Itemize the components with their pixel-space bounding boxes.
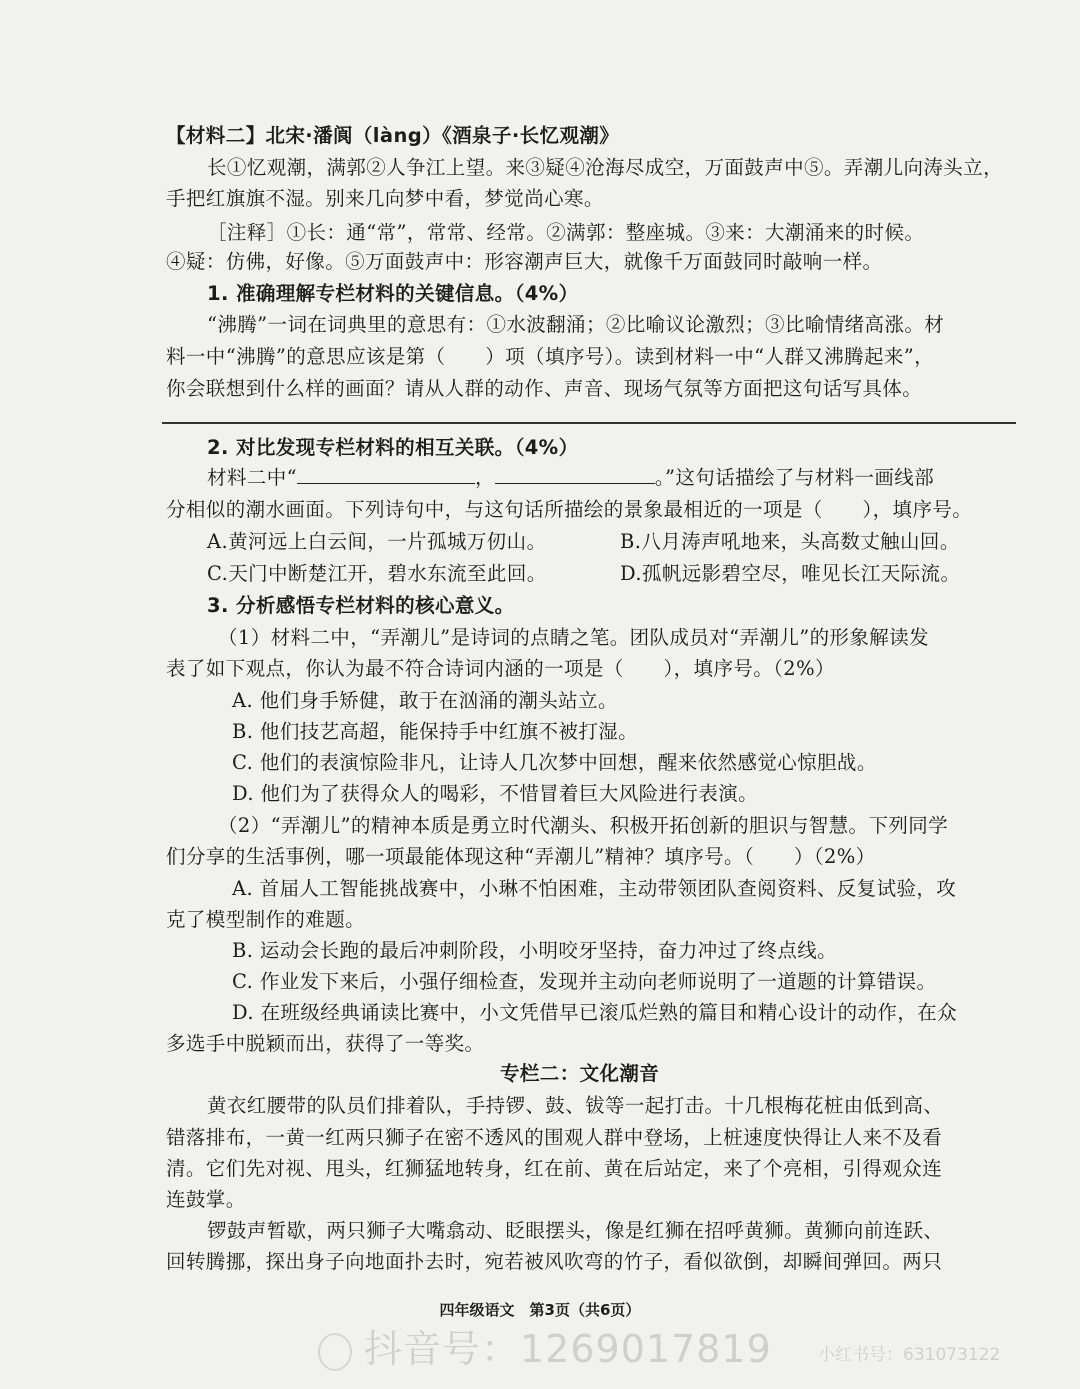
q2-option-b: B.八月涛声吼地来，头高数丈触山回。: [620, 530, 960, 553]
q2-suffix: 。”这句话描绘了与材料一画线部: [654, 466, 935, 489]
question-2-line-1: [207, 462, 934, 490]
column-2-para-1-line-3: 清。它们先对视、甩头，红狮猛地转身，红在前、黄在后站定，来了个亮相，引得观众连: [166, 1157, 943, 1180]
q3-part1-option-b: B. 他们技艺高超，能保持手中红旗不被打湿。: [232, 720, 639, 743]
q3-part2-option-d-line-1: D. 在班级经典诵读比赛中，小文凭借早已滚瓜烂熟的篇目和精心设计的动作，在众: [232, 1001, 958, 1024]
douyin-id: 抖音号：1269017819: [364, 1327, 772, 1371]
material-2-heading: 【材料二】北宋·潘阆（làng）《酒泉子·长忆观潮》: [166, 124, 620, 147]
poem-line-1: 长①忆观潮，满郭②人争江上望。来③疑④沧海尽成空，万面鼓声中⑤。弄潮儿向涛头立，: [207, 156, 1004, 179]
q2-prefix: 材料二中“: [207, 466, 297, 489]
q3-part1-option-d: D. 他们为了获得众人的喝彩，不惜冒着巨大风险进行表演。: [232, 782, 759, 805]
xiaohongshu-watermark: 小红书号：631073122: [818, 1345, 1001, 1365]
notes-line-1: ［注释］①长：通“常”，常常、经常。②满郭：整座城。③来：大潮涌来的时候。: [207, 221, 925, 244]
q3-part2-option-b: B. 运动会长跑的最后冲刺阶段，小明咬牙坚持，奋力冲过了终点线。: [232, 939, 838, 962]
q3-part2-line-2: 们分享的生活事例，哪一项最能体现这种“弄潮儿”精神？填序号。（ ）（2%）: [166, 845, 876, 868]
poem-line-2: 手把红旗旗不湿。别来几向梦中看，梦觉尚心寒。: [166, 187, 604, 210]
q2-option-a: A.黄河远上白云间，一片孤城万仞山。: [207, 530, 547, 553]
notes-line-2: ④疑：仿佛，好像。⑤万面鼓声中：形容潮声巨大，就像千万面鼓同时敲响一样。: [166, 250, 883, 273]
q2-option-d: D.孤帆远影碧空尽，唯见长江天际流。: [620, 562, 961, 585]
q3-part2-option-c: C. 作业发下来后，小强仔细检查，发现并主动向老师说明了一道题的计算错误。: [232, 970, 937, 993]
fill-blank-2[interactable]: [495, 465, 655, 484]
question-2-line-2: 分相似的潮水画面。下列诗句中，与这句话所描绘的景象最相近的一项是（ ），填序号。: [166, 498, 973, 521]
answer-line: [162, 422, 1016, 424]
page-footer: 四年级语文 第3页（共6页）: [439, 1301, 641, 1319]
fill-blank-1[interactable]: [297, 465, 475, 484]
q3-part2-option-a-line-1: A. 首届人工智能挑战赛中，小琳不怕困难，主动带领团队查阅资料、反复试验，攻: [232, 877, 957, 900]
q3-part1-option-a: A. 他们身手矫健，敢于在汹涌的潮头站立。: [232, 689, 618, 712]
question-3-title: 3. 分析感悟专栏材料的核心意义。: [207, 594, 515, 617]
douyin-logo-icon: [318, 1333, 352, 1371]
question-1-line-3: 你会联想到什么样的画面？请从人群的动作、声音、现场气氛等方面把这句话写具体。: [166, 377, 923, 400]
q3-part2-option-a-line-2: 克了模型制作的难题。: [166, 908, 366, 931]
q3-part1-line-1: （1）材料二中，“弄潮儿”是诗词的点睛之笔。团队成员对“弄潮儿”的形象解读发: [218, 626, 929, 649]
q3-part1-option-c: C. 他们的表演惊险非凡，让诗人几次梦中回想，醒来依然感觉心惊胆战。: [232, 751, 877, 774]
q2-option-c: C.天门中断楚江开，碧水东流至此回。: [207, 562, 547, 585]
column-2-para-1-line-2: 错落排布，一黄一红两只狮子在密不透风的围观人群中登场，上桩速度快得让人来不及看: [166, 1126, 943, 1149]
column-2-para-1-line-4: 连鼓掌。: [166, 1188, 246, 1211]
question-1-title: 1. 准确理解专栏材料的关键信息。（4%）: [207, 282, 579, 305]
column-2-para-2-line-2: 回转腾挪，探出身子向地面扑去时，宛若被风吹弯的竹子，看似欲倒，却瞬间弹回。两只: [166, 1250, 943, 1273]
question-2-title: 2. 对比发现专栏材料的相互关联。（4%）: [207, 436, 579, 459]
q3-part2-option-d-line-2: 多选手中脱颖而出，获得了一等奖。: [166, 1032, 485, 1055]
question-1-line-2: 料一中“沸腾”的意思应该是第（ ）项（填序号）。读到材料一中“人群又沸腾起来”，: [166, 345, 935, 368]
column-2-para-1-line-1: 黄衣红腰带的队员们排着队，手持锣、鼓、钹等一起打击。十几根梅花桩由低到高、: [207, 1094, 944, 1117]
douyin-watermark: [318, 1318, 772, 1373]
q3-part1-line-2: 表了如下观点，你认为最不符合诗词内涵的一项是（ ），填序号。（2%）: [166, 657, 835, 680]
question-1-line-1: “沸腾”一词在词典里的意思有：①水波翻涌；②比喻议论激烈；③比喻情绪高涨。材: [207, 313, 945, 336]
column-2-para-2-line-1: 锣鼓声暂歇，两只狮子大嘴翕动、眨眼摆头，像是红狮在招呼黄狮。黄狮向前连跃、: [207, 1219, 944, 1242]
column-2-title: 专栏二：文化潮音: [500, 1062, 660, 1085]
q3-part2-line-1: （2）“弄潮儿”的精神本质是勇立时代潮头、积极开拓创新的胆识与智慧。下列同学: [218, 814, 949, 837]
q2-comma: ，: [474, 466, 495, 489]
